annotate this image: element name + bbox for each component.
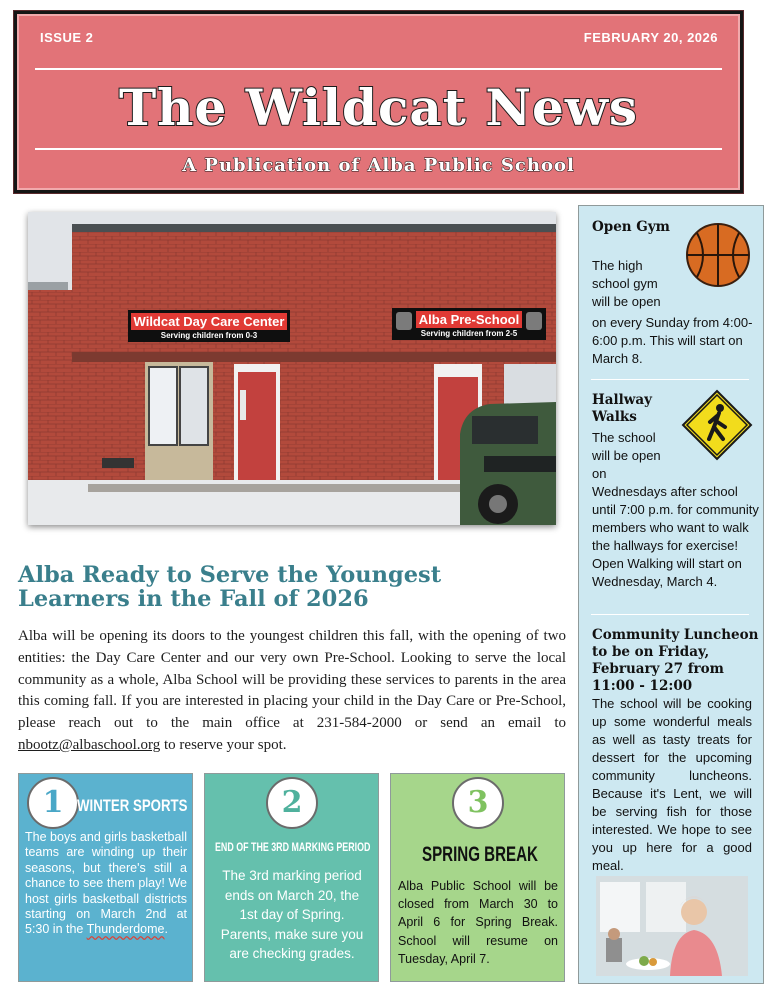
school-building-photo <box>28 212 556 525</box>
winter-sports-text-end: . <box>164 922 168 937</box>
marking-period-text: The 3rd marking period ends on March 20, the 1st day of Spring. Parents, make sure you are checking grades. <box>220 868 364 962</box>
issue-number: ISSUE 2 <box>40 30 94 45</box>
open-gym-text-details: on every Sunday from 4:00-6:00 p.m. This will start on March 8. <box>592 315 753 366</box>
marking-period-box <box>204 773 379 982</box>
winter-sports-text <box>25 830 187 938</box>
hallway-walks-heading: Hallway Walks <box>592 392 652 425</box>
wildcat-logo-icon <box>526 312 542 330</box>
box-number-2: 2 <box>266 777 318 829</box>
winter-sports-text-main: The boys and girls basketball teams are winding up their seasons, but there's still a chance to see them play! We host girls basketball districts starting on March 2nd at 5:30 in the <box>25 830 187 937</box>
pedestrian-sign-icon <box>681 389 753 461</box>
pre-school-sign-title: Alba Pre-School <box>416 311 522 328</box>
basketball-icon <box>685 222 751 288</box>
pre-school-sign-subtitle: Serving children from 2-5 <box>420 329 518 338</box>
newsletter-subtitle: A Publication of Alba Public School <box>182 155 575 176</box>
sidebar-divider <box>591 614 749 615</box>
open-gym-heading: Open Gym <box>592 219 670 235</box>
luncheon-heading: Community Luncheon to be on Friday, February 27 from 11:00 - 12:00 <box>592 627 759 694</box>
winter-sports-box <box>18 773 193 982</box>
box-number-3: 3 <box>452 777 504 829</box>
day-care-sign-subtitle: Serving children from 0-3 <box>160 331 258 340</box>
luncheon-illustration <box>596 876 748 976</box>
hallway-walks-text-intro: The school will be open on <box>592 430 661 481</box>
wildcat-logo-icon <box>396 312 412 330</box>
marking-period-title: END OF THE 3RD MARKING PERIOD <box>215 840 371 854</box>
pre-school-sign <box>392 308 546 340</box>
article-headline: Alba Ready to Serve the Youngest Learners in the Fall of 2026 <box>18 562 442 612</box>
luncheon-photo <box>596 876 748 976</box>
spring-break-title: SPRING BREAK <box>422 843 538 866</box>
spring-break-text: Alba Public School will be closed from March 30 to April 6 for Spring Break. School will resume on Tuesday, April 7. <box>398 879 558 966</box>
day-care-sign-title: Wildcat Day Care Center <box>131 313 287 330</box>
winter-sports-title: WINTER SPORTS <box>77 796 188 815</box>
masthead-rule-top <box>35 68 722 70</box>
sidebar <box>578 205 764 984</box>
email-link[interactable]: nbootz@albaschool.org <box>18 736 161 753</box>
hallway-walks-text-details: Wednesdays after school until 7:00 p.m. for community members who want to walk the hallways for exercise! Open Walking will start on Wednesday, March 4. <box>592 484 759 589</box>
thunderdome-word: Thunderdome <box>86 922 165 937</box>
masthead-rule-bottom <box>35 148 722 150</box>
open-gym-text-intro: The high school gym will be open <box>592 258 661 309</box>
spring-break-box <box>390 773 565 982</box>
article-body <box>18 626 566 757</box>
building-illustration <box>28 212 556 525</box>
box-number-1: 1 <box>27 777 79 829</box>
newsletter-title: The Wildcat News <box>118 78 639 137</box>
day-care-sign <box>128 310 290 342</box>
issue-date: FEBRUARY 20, 2026 <box>583 30 718 45</box>
article-body-closing: to reserve your spot. <box>160 736 287 753</box>
article-body-text: Alba will be opening its doors to the youngest children this fall, with the opening of two entities: the Day Care Center and our very own Pre-School. Looking to serve the local community as a whole, Alba School will be providing these services to parents in the area this coming fall. If you are interested in placing your child in the Day Care or Pre-School, please reach out to the main office at 231-584-2000 or send an email to <box>18 628 566 732</box>
sidebar-divider <box>591 379 749 380</box>
luncheon-text: The school will be cooking up some wonderful meals as well as tasty treats for dessert for the upcoming community luncheons. Because it's Lent, we will be serving fish for those interested. We hope to see you up here for a good meal. <box>592 696 752 873</box>
masthead <box>14 11 743 193</box>
